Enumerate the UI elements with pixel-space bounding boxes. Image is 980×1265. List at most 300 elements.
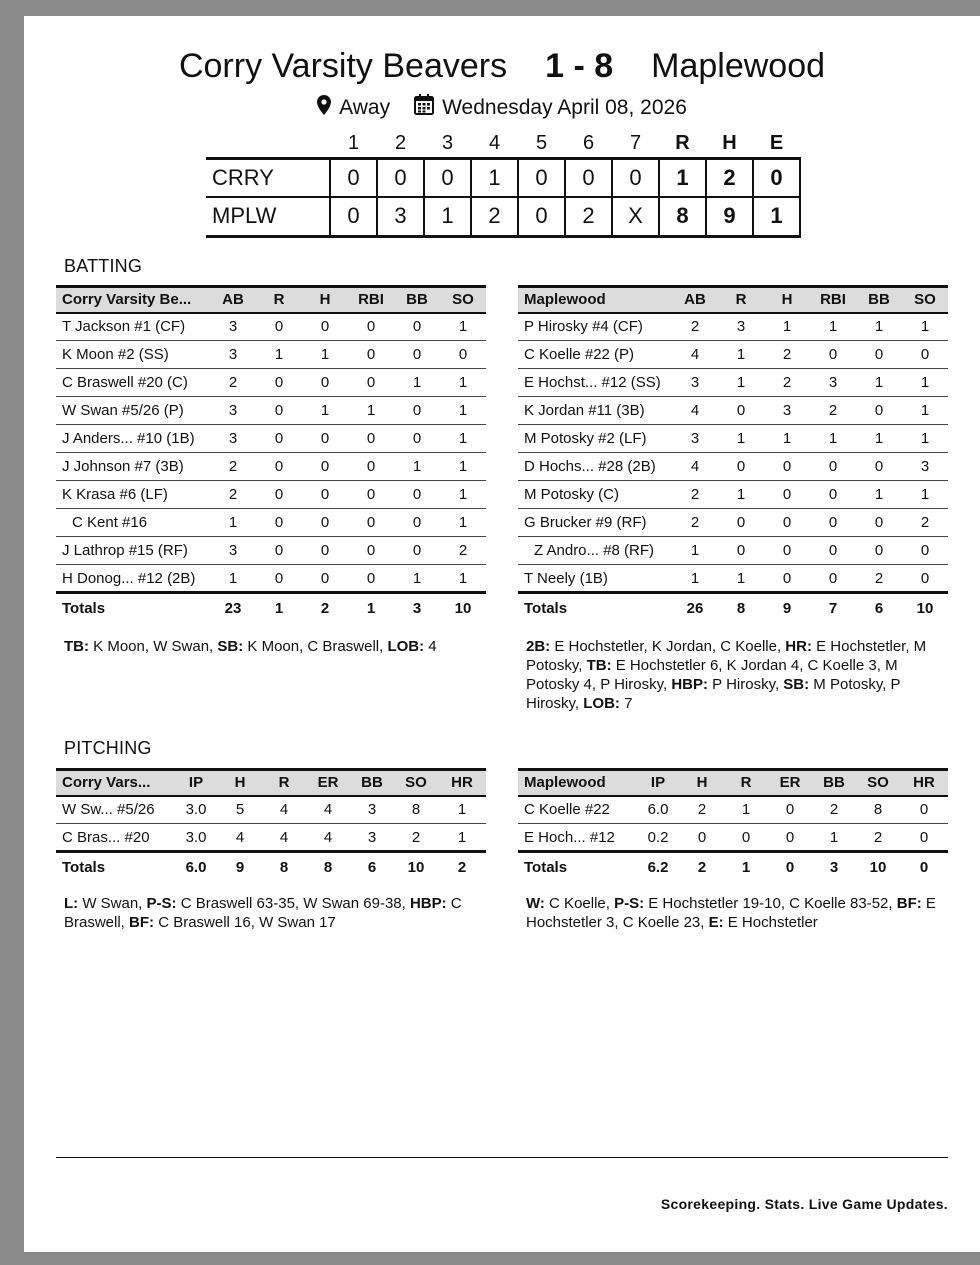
stat-cell: 0 (724, 824, 768, 852)
stat-cell: 0 (394, 397, 440, 425)
stat-cell: 4 (672, 397, 718, 425)
inning-header: 7 (629, 131, 642, 154)
game-info (24, 94, 980, 122)
stat-column-header: SO (394, 770, 438, 796)
inning-header: 4 (488, 131, 501, 154)
stat-cell: 4 (672, 453, 718, 481)
stat-cell: 0 (302, 509, 348, 537)
note-label: LOB: (387, 638, 425, 655)
runs-total: 1 (659, 158, 706, 197)
stat-cell: 0 (394, 509, 440, 537)
stat-column-header: IP (636, 770, 680, 796)
stat-cell: 3 (764, 397, 810, 425)
stat-cell: 0 (256, 565, 302, 593)
player-row (518, 313, 948, 341)
stat-cell: 0 (348, 313, 394, 341)
stat-cell: 0 (810, 481, 856, 509)
stat-column-header: ER (306, 770, 350, 796)
note-label: P-S: (146, 895, 177, 912)
stat-cell: 1 (438, 824, 486, 852)
player-name: C Koelle #22 (518, 796, 636, 824)
note-text: P Hirosky, (708, 676, 784, 693)
stat-cell: 1 (302, 397, 348, 425)
game-location: Away (339, 96, 391, 119)
stat-cell: 0 (256, 397, 302, 425)
game-date: Wednesday April 08, 2026 (442, 96, 687, 119)
totals-cell: 0 (768, 852, 812, 882)
line-score-row (206, 158, 800, 197)
totals-cell: 3 (394, 593, 440, 623)
inning-score: 0 (377, 158, 424, 197)
stat-cell: 0 (856, 509, 902, 537)
stat-cell: 0 (764, 481, 810, 509)
stat-cell: 2 (856, 565, 902, 593)
totals-cell: 10 (394, 852, 438, 882)
player-row (56, 537, 486, 565)
stat-cell: 1 (438, 796, 486, 824)
inning-score: 0 (565, 158, 612, 197)
stat-cell: 0 (302, 537, 348, 565)
inning-score: 0 (518, 197, 565, 236)
note-text: C Koelle, (544, 895, 615, 912)
inning-score: 3 (377, 197, 424, 236)
stat-cell: 3 (210, 397, 256, 425)
stat-cell: 1 (440, 425, 486, 453)
totals-label: Totals (56, 593, 210, 623)
player-row (518, 509, 948, 537)
line-score (206, 130, 801, 238)
player-row (518, 824, 948, 852)
stat-cell: 1 (302, 341, 348, 369)
stat-cell: 1 (440, 397, 486, 425)
stat-cell: 4 (262, 796, 306, 824)
player-name: W Sw... #5/26 (56, 796, 174, 824)
totals-label: Totals (56, 852, 174, 882)
player-name: W Swan #5/26 (P) (56, 397, 210, 425)
totals-cell: 9 (764, 593, 810, 623)
stat-cell: 3 (210, 537, 256, 565)
stat-column-header: R (256, 287, 302, 313)
player-row (518, 796, 948, 824)
inning-header: 2 (394, 131, 407, 154)
stat-column-header: R (718, 287, 764, 313)
stat-cell: 2 (210, 481, 256, 509)
stat-cell: 5 (218, 796, 262, 824)
totals-cell: 7 (810, 593, 856, 623)
stat-cell: 0 (856, 397, 902, 425)
note-label: TB: (64, 638, 89, 655)
note-text: E Hochstetler, K Jordan, C Koelle, (550, 638, 786, 655)
player-row (518, 425, 948, 453)
stat-cell: 0 (302, 425, 348, 453)
stat-cell: 0 (302, 481, 348, 509)
stat-cell: 1 (718, 341, 764, 369)
player-name: E Hoch... #12 (518, 824, 636, 852)
stat-cell: 0 (810, 341, 856, 369)
stat-column-header: BB (350, 770, 394, 796)
stat-cell: 1 (210, 509, 256, 537)
player-row (56, 509, 486, 537)
away-batting-notes (64, 637, 484, 656)
stat-cell: 0 (440, 341, 486, 369)
totals-cell: 0 (900, 852, 948, 882)
totals-cell: 1 (348, 593, 394, 623)
stat-cell: 1 (348, 397, 394, 425)
stat-cell: 3 (210, 341, 256, 369)
player-row (518, 453, 948, 481)
team-column-header: Maplewood (518, 287, 672, 313)
stat-cell: 1 (856, 481, 902, 509)
totals-cell: 6 (350, 852, 394, 882)
stat-cell: 1 (672, 565, 718, 593)
stat-cell: 0 (764, 453, 810, 481)
stat-cell: 1 (440, 369, 486, 397)
hits-header: H (722, 131, 737, 154)
player-name: D Hochs... #28 (2B) (518, 453, 672, 481)
stat-cell: 0 (718, 453, 764, 481)
stat-column-header: HR (438, 770, 486, 796)
totals-cell: 6.2 (636, 852, 680, 882)
player-name: M Potosky #2 (LF) (518, 425, 672, 453)
player-name: T Jackson #1 (CF) (56, 313, 210, 341)
inning-header: 1 (347, 131, 360, 154)
stat-cell: 0 (348, 481, 394, 509)
stat-cell: 2 (812, 796, 856, 824)
batting-section-title: BATTING (64, 256, 143, 276)
stat-cell: 0 (256, 481, 302, 509)
note-label: SB: (783, 676, 810, 693)
stat-cell: 1 (210, 565, 256, 593)
player-row (56, 824, 486, 852)
note-text: C Braswell 16, W Swan 17 (154, 914, 336, 931)
stat-column-header: SO (902, 287, 948, 313)
player-name: P Hirosky #4 (CF) (518, 313, 672, 341)
totals-cell: 1 (724, 852, 768, 882)
stat-cell: 0 (764, 565, 810, 593)
note-label: L: (64, 895, 79, 912)
stat-cell: 1 (812, 824, 856, 852)
totals-row (518, 593, 948, 623)
stat-cell: 0 (256, 453, 302, 481)
inning-score: 0 (330, 197, 377, 236)
player-row (518, 397, 948, 425)
note-label: HBP: (409, 895, 447, 912)
stat-cell: 1 (724, 796, 768, 824)
errors-total: 1 (753, 197, 800, 236)
stat-cell: 0 (718, 397, 764, 425)
stat-cell: 3 (350, 796, 394, 824)
home-team-name: Maplewood (651, 47, 826, 85)
totals-cell: 10 (440, 593, 486, 623)
stat-cell: 0 (810, 537, 856, 565)
stat-cell: 0 (768, 824, 812, 852)
stat-column-header: H (764, 287, 810, 313)
stat-cell: 1 (394, 453, 440, 481)
note-label: SB: (217, 638, 244, 655)
stat-cell: 2 (440, 537, 486, 565)
inning-score: 0 (518, 158, 565, 197)
team-column-header: Corry Vars... (56, 770, 174, 796)
stat-column-header: RBI (348, 287, 394, 313)
footer-divider (56, 1157, 948, 1158)
stat-cell: 0 (902, 341, 948, 369)
stat-cell: 3 (210, 425, 256, 453)
totals-row (56, 593, 486, 623)
stat-cell: 1 (856, 369, 902, 397)
stat-cell: 8 (394, 796, 438, 824)
home-pitching-table (518, 768, 948, 882)
stat-cell: 0 (810, 509, 856, 537)
stat-cell: 1 (440, 481, 486, 509)
stat-cell: 1 (856, 313, 902, 341)
note-label: TB: (586, 657, 612, 674)
stat-cell: 1 (672, 537, 718, 565)
final-score: 1 - 8 (545, 47, 614, 85)
inning-score: 1 (424, 197, 471, 236)
stat-column-header: R (724, 770, 768, 796)
stat-cell: 3 (672, 369, 718, 397)
stat-cell: 0 (348, 509, 394, 537)
stat-cell: 1 (902, 425, 948, 453)
stat-cell: 0 (348, 537, 394, 565)
stat-cell: 1 (902, 369, 948, 397)
stat-cell: 2 (394, 824, 438, 852)
note-label: BF: (896, 895, 922, 912)
box-score-page (24, 16, 980, 1252)
totals-cell: 6 (856, 593, 902, 623)
stat-cell: 2 (672, 313, 718, 341)
stat-column-header: AB (210, 287, 256, 313)
stat-column-header: IP (174, 770, 218, 796)
stat-cell: 4 (306, 796, 350, 824)
line-score-team: CRRY (212, 164, 274, 190)
stat-cell: 0 (856, 453, 902, 481)
player-row (518, 481, 948, 509)
stat-column-header: HR (900, 770, 948, 796)
stat-cell: 2 (764, 369, 810, 397)
totals-cell: 8 (306, 852, 350, 882)
player-name: K Jordan #11 (3B) (518, 397, 672, 425)
player-name: C Bras... #20 (56, 824, 174, 852)
stat-cell: 0 (900, 796, 948, 824)
stat-cell: 4 (672, 341, 718, 369)
inning-score: 0 (424, 158, 471, 197)
stat-cell: 3 (810, 369, 856, 397)
inning-header: 6 (582, 131, 595, 154)
stat-cell: 0 (810, 565, 856, 593)
stat-cell: 0 (348, 453, 394, 481)
stat-column-header: BB (394, 287, 440, 313)
stat-column-header: H (680, 770, 724, 796)
runs-header: R (675, 131, 690, 154)
stat-cell: 0 (348, 369, 394, 397)
stat-cell: 6.0 (636, 796, 680, 824)
calendar-icon (414, 94, 434, 122)
stat-cell: 1 (764, 313, 810, 341)
stat-cell: 0 (394, 341, 440, 369)
stat-cell: 0 (680, 824, 724, 852)
home-pitching-notes (526, 894, 946, 932)
player-row (518, 565, 948, 593)
player-name: K Krasa #6 (LF) (56, 481, 210, 509)
note-text: E Hochstetler 3, C Koelle 23, (526, 895, 936, 931)
hits-total: 2 (706, 158, 753, 197)
inning-score: 2 (471, 197, 518, 236)
stat-cell: 2 (810, 397, 856, 425)
totals-label: Totals (518, 593, 672, 623)
note-label: W: (526, 895, 545, 912)
stat-cell: 1 (810, 425, 856, 453)
stat-cell: 0 (902, 537, 948, 565)
errors-header: E (769, 131, 784, 154)
hits-total: 9 (706, 197, 753, 236)
stat-cell: 2 (856, 824, 900, 852)
totals-cell: 26 (672, 593, 718, 623)
totals-cell: 3 (812, 852, 856, 882)
stat-cell: 0 (256, 509, 302, 537)
runs-total: 8 (659, 197, 706, 236)
player-row (56, 369, 486, 397)
stat-cell: 0 (900, 824, 948, 852)
note-text: E Hochstetler, M Potosky, (526, 638, 927, 674)
matchup-title (24, 46, 980, 86)
stat-cell: 1 (440, 565, 486, 593)
stat-cell: 0 (768, 796, 812, 824)
inning-score: 0 (330, 158, 377, 197)
totals-cell: 8 (718, 593, 764, 623)
line-score-team: MPLW (212, 203, 277, 229)
stat-cell: 1 (440, 313, 486, 341)
player-name: J Johnson #7 (3B) (56, 453, 210, 481)
totals-label: Totals (518, 852, 636, 882)
stat-cell: 0 (810, 453, 856, 481)
stat-cell: 1 (718, 369, 764, 397)
player-name: C Koelle #22 (P) (518, 341, 672, 369)
note-label: BF: (129, 914, 155, 931)
totals-cell: 10 (902, 593, 948, 623)
totals-cell: 6.0 (174, 852, 218, 882)
stat-cell: 4 (218, 824, 262, 852)
game-header (24, 46, 980, 122)
stat-cell: 0.2 (636, 824, 680, 852)
totals-cell: 10 (856, 852, 900, 882)
stat-cell: 0 (302, 369, 348, 397)
note-text: K Moon, C Braswell, (243, 638, 388, 655)
inning-header: 5 (535, 131, 548, 154)
stat-cell: 1 (394, 369, 440, 397)
note-text: C Braswell, (64, 895, 462, 931)
player-name: C Kent #16 (56, 509, 210, 537)
player-name: G Brucker #9 (RF) (518, 509, 672, 537)
note-text: M Potosky, P Hirosky, (526, 676, 901, 712)
stat-cell: 2 (210, 369, 256, 397)
pitching-section-title: PITCHING (64, 738, 152, 758)
stat-cell: 0 (394, 425, 440, 453)
away-batting-table (56, 285, 486, 623)
note-label: E: (708, 914, 724, 931)
note-label: HR: (785, 638, 812, 655)
player-name: H Donog... #12 (2B) (56, 565, 210, 593)
player-name: J Lathrop #15 (RF) (56, 537, 210, 565)
stat-cell: 3 (350, 824, 394, 852)
player-row (56, 341, 486, 369)
player-row (56, 425, 486, 453)
home-batting-table (518, 285, 948, 623)
stat-cell: 4 (262, 824, 306, 852)
totals-cell: 23 (210, 593, 256, 623)
totals-row (56, 852, 486, 882)
inning-score: 1 (471, 158, 518, 197)
stat-cell: 2 (764, 341, 810, 369)
footer-tagline: Scorekeeping. Stats. Live Game Updates. (660, 1196, 948, 1212)
stat-cell: 1 (718, 481, 764, 509)
stat-cell: 1 (718, 425, 764, 453)
stat-cell: 3 (902, 453, 948, 481)
stat-cell: 2 (672, 481, 718, 509)
stat-column-header: BB (856, 287, 902, 313)
stat-cell: 0 (348, 341, 394, 369)
player-name: T Neely (1B) (518, 565, 672, 593)
note-text: 7 (619, 695, 633, 712)
note-text: E Hochstetler 6, K Jordan 4, C Koelle 3, M Potosky 4, P Hirosky, (526, 657, 898, 693)
stat-cell: 0 (718, 537, 764, 565)
stat-cell: 1 (856, 425, 902, 453)
line-score-row (206, 197, 800, 236)
stat-cell: 2 (680, 796, 724, 824)
stat-cell: 1 (764, 425, 810, 453)
stat-cell: 0 (256, 537, 302, 565)
home-batting-notes (526, 637, 942, 713)
totals-cell: 9 (218, 852, 262, 882)
stat-cell: 1 (902, 481, 948, 509)
inning-header: 3 (441, 131, 454, 154)
stat-cell: 1 (440, 509, 486, 537)
note-label: HBP: (671, 676, 708, 693)
stat-cell: 1 (718, 565, 764, 593)
player-row (518, 369, 948, 397)
player-name: E Hochst... #12 (SS) (518, 369, 672, 397)
map-pin-icon (317, 95, 331, 122)
player-name: K Moon #2 (SS) (56, 341, 210, 369)
totals-row (518, 852, 948, 882)
stat-column-header: RBI (810, 287, 856, 313)
stat-column-header: AB (672, 287, 718, 313)
note-text: 4 (424, 638, 437, 655)
stat-cell: 0 (902, 565, 948, 593)
stat-cell: 3 (718, 313, 764, 341)
stat-cell: 0 (302, 313, 348, 341)
stat-cell: 8 (856, 796, 900, 824)
player-name: Z Andro... #8 (RF) (518, 537, 672, 565)
stat-cell: 1 (902, 313, 948, 341)
stat-column-header: R (262, 770, 306, 796)
player-row (56, 313, 486, 341)
away-pitching-notes (64, 894, 484, 932)
stat-cell: 2 (672, 509, 718, 537)
totals-cell: 2 (438, 852, 486, 882)
stat-cell: 1 (440, 453, 486, 481)
stat-cell: 3 (672, 425, 718, 453)
stat-cell: 0 (856, 537, 902, 565)
stat-cell: 0 (394, 537, 440, 565)
away-pitching-table (56, 768, 486, 882)
stat-cell: 0 (348, 425, 394, 453)
stat-cell: 3 (210, 313, 256, 341)
stat-cell: 3.0 (174, 796, 218, 824)
stat-column-header: SO (440, 287, 486, 313)
note-text: K Moon, W Swan, (89, 638, 218, 655)
stat-cell: 0 (348, 565, 394, 593)
